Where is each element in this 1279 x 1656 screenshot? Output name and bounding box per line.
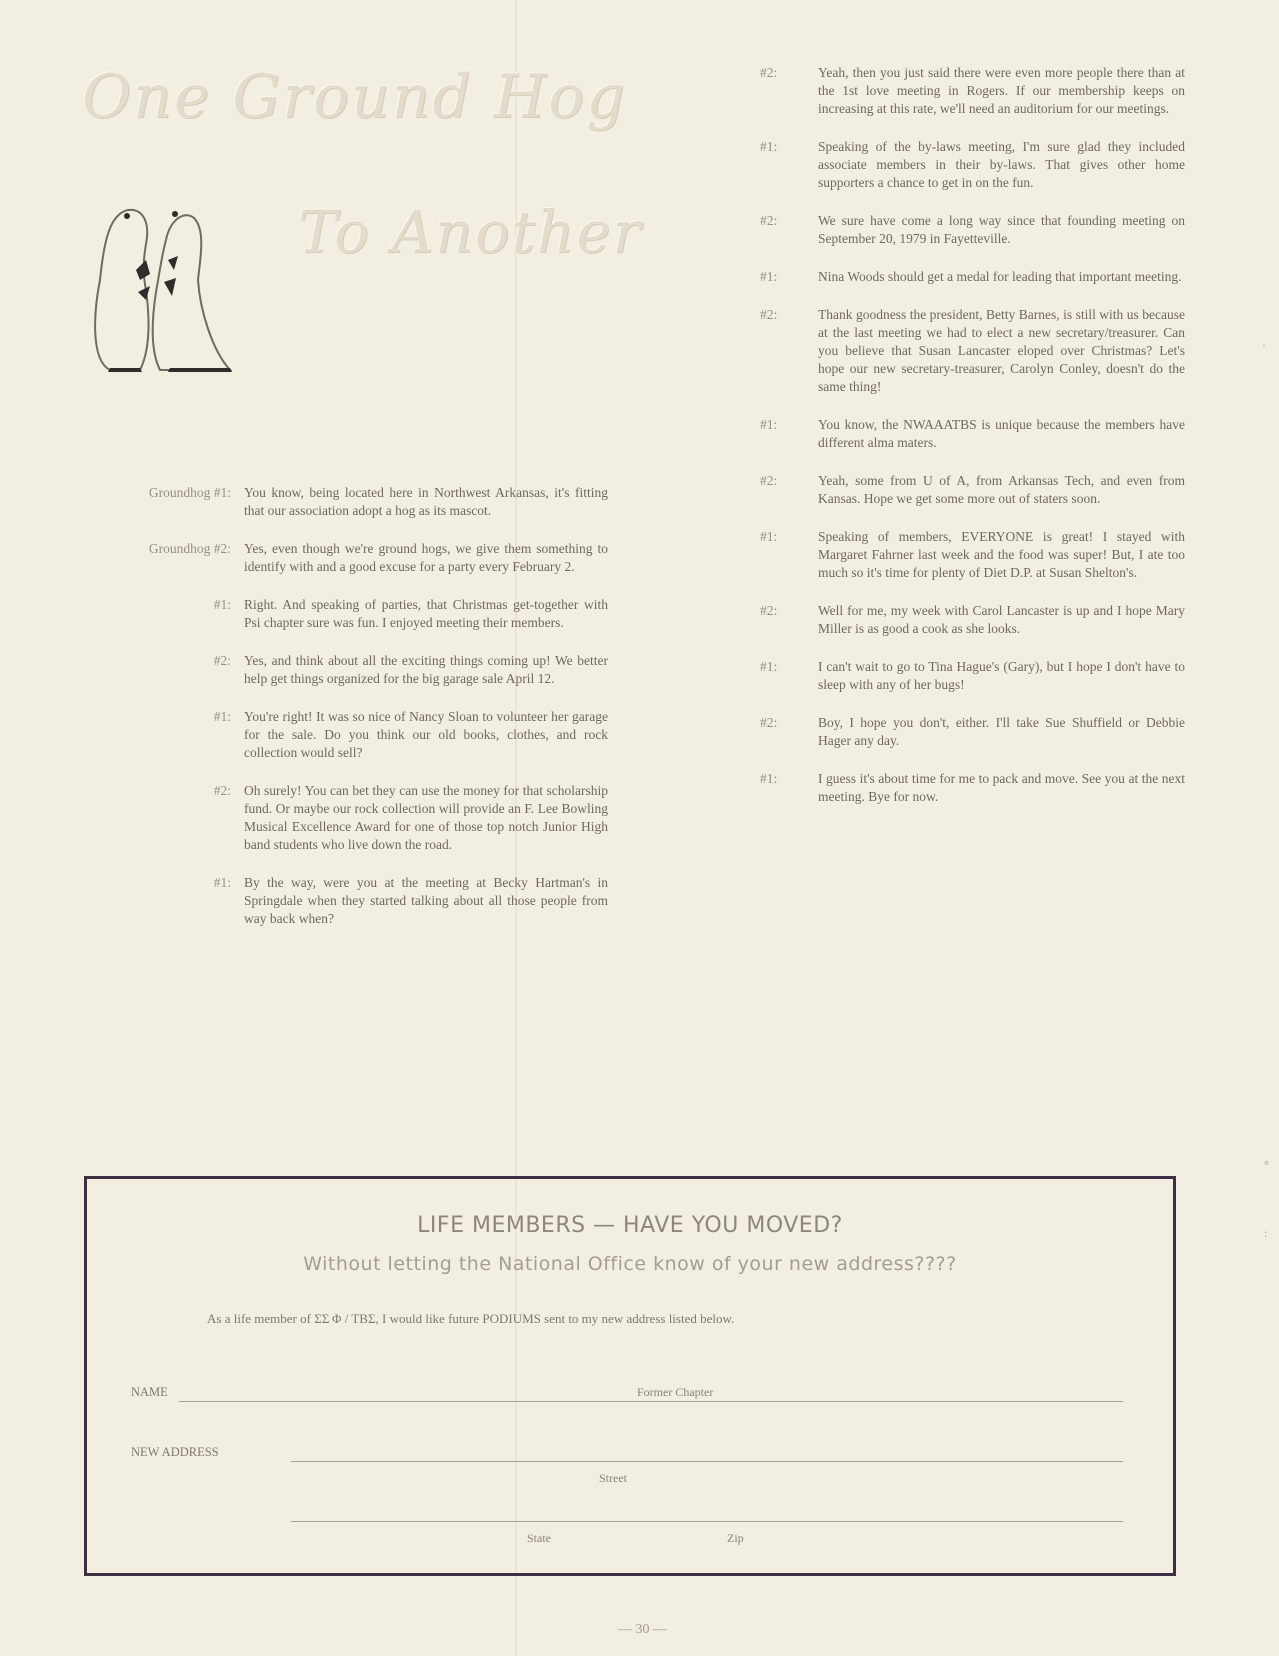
speaker-label: Groundhog #1: xyxy=(148,485,231,500)
speaker-label: #2: xyxy=(213,653,231,668)
dialogue-entry xyxy=(760,714,1185,750)
dialogue-text: By the way, were you at the meeting at Becky Hartman's in Springdale when they started talking about all those people from way back when? xyxy=(244,875,608,926)
dialogue-entry xyxy=(78,652,608,688)
edge-mark: ° xyxy=(1264,1158,1269,1172)
edge-mark: : xyxy=(1264,1226,1268,1240)
dialogue-text: We sure have come a long way since that founding meeting on September 20, 1979 in Fayetteville. xyxy=(818,213,1185,246)
dialogue-text: Yeah, some from U of A, from Arkansas Tech, and even from Kansas. Hope we get some more out of staters soon. xyxy=(818,473,1185,506)
speaker-label: #1: xyxy=(760,659,778,674)
groundhogs-illustration xyxy=(80,200,250,375)
speaker-label: #2: xyxy=(213,783,231,798)
form-intro: As a life member of ΣΣ Φ / ΤΒΣ, I would like future PODIUMS sent to my new address listed below. xyxy=(207,1311,735,1326)
right-column xyxy=(760,64,1185,826)
dialogue-entry xyxy=(760,528,1185,582)
title-line-1: One Ground Hog xyxy=(82,62,627,132)
dialogue-text: Well for me, my week with Carol Lancaster is up and I hope Mary Miller is as good a cook as she looks. xyxy=(818,603,1185,636)
street-label: Street xyxy=(599,1471,627,1485)
speaker-label: Groundhog #2: xyxy=(148,541,231,556)
speaker-label: #1: xyxy=(760,417,778,432)
dialogue-text: Yeah, then you just said there were even more people there than at the 1st love meeting in Rogers. If our membership keeps on increasing at this rate, we'll need an auditorium for our meetings. xyxy=(818,65,1185,116)
speaker-label: #1: xyxy=(213,709,231,724)
dialogue-entry xyxy=(760,306,1185,396)
dialogue-text: Thank goodness the president, Betty Barnes, is still with us because at the last meeting we had to elect a new secretary/treasurer. Can you believe that Susan Lancaster eloped over Christmas? Let's hope our new secretary-treasurer, Carolyn Conley, doesn't do the same thing! xyxy=(818,307,1185,394)
dialogue-text: Yes, and think about all the exciting things coming up! We better help get things organized for the big garage sale April 12. xyxy=(244,653,608,686)
dialogue-entry xyxy=(78,782,608,854)
speaker-label: #1: xyxy=(760,771,778,786)
speaker-label: #2: xyxy=(760,603,778,618)
form-subheading: Without letting the National Office know of your new address???? xyxy=(303,1253,957,1275)
dialogue-entry xyxy=(760,602,1185,638)
speaker-label: #2: xyxy=(760,65,778,80)
dialogue-text: You know, the NWAAATBS is unique because the members have different alma maters. xyxy=(818,417,1185,450)
speaker-label: #1: xyxy=(213,875,231,890)
left-column xyxy=(78,484,608,948)
name-label: NAME xyxy=(131,1385,168,1399)
page-number: — 30 — xyxy=(618,1622,667,1637)
speaker-label: #2: xyxy=(760,307,778,322)
dialogue-text: Speaking of the by-laws meeting, I'm sure glad they included associate members in their by-laws. That gives other home supporters a chance to get in on the fun. xyxy=(818,139,1185,190)
dialogue-text: Speaking of members, EVERYONE is great! I stayed with Margaret Fahrner last week and the food was super! But, I ate too much so it's time for plenty of Diet D.P. at Susan Shelton's. xyxy=(818,529,1185,580)
dialogue-entry xyxy=(78,540,608,576)
dialogue-entry xyxy=(760,416,1185,452)
dialogue-entry xyxy=(78,596,608,632)
form-heading: LIFE MEMBERS — HAVE YOU MOVED? xyxy=(417,1213,843,1238)
dialogue-entry xyxy=(760,64,1185,118)
dialogue-entry xyxy=(760,658,1185,694)
state-label: State xyxy=(527,1531,551,1545)
dialogue-entry xyxy=(760,212,1185,248)
dialogue-text: Oh surely! You can bet they can use the money for that scholarship fund. Or maybe our rock collection will provide an F. Lee Bowling Musical Excellence Award for one of those top notch Junior High band students who live down the road. xyxy=(244,783,608,852)
name-field[interactable] xyxy=(179,1401,1123,1402)
dialogue-entry xyxy=(78,874,608,928)
dialogue-text: I guess it's about time for me to pack and move. See you at the next meeting. Bye for now. xyxy=(818,771,1185,804)
address-change-form xyxy=(84,1176,1176,1576)
address-field[interactable] xyxy=(291,1461,1123,1462)
dialogue-text: I can't wait to go to Tina Hague's (Gary), but I hope I don't have to sleep with any of her bugs! xyxy=(818,659,1185,692)
dialogue-text: You're right! It was so nice of Nancy Sloan to volunteer her garage for the sale. Do you think our old books, clothes, and rock collection would sell? xyxy=(244,709,608,760)
speaker-label: #1: xyxy=(760,529,778,544)
edge-mark: · xyxy=(1262,338,1266,352)
dialogue-entry xyxy=(760,268,1185,286)
speaker-label: #2: xyxy=(760,213,778,228)
speaker-label: #2: xyxy=(760,715,778,730)
dialogue-entry xyxy=(78,708,608,762)
speaker-label: #2: xyxy=(760,473,778,488)
dialogue-entry xyxy=(78,484,608,520)
zip-label: Zip xyxy=(727,1531,744,1545)
speaker-label: #1: xyxy=(760,269,778,284)
former-chapter-label: Former Chapter xyxy=(637,1385,714,1399)
dialogue-text: Right. And speaking of parties, that Christmas get-together with Psi chapter sure was fun. I enjoyed meeting their members. xyxy=(244,597,608,630)
dialogue-text: Boy, I hope you don't, either. I'll take Sue Shuffield or Debbie Hager any day. xyxy=(818,715,1185,748)
dialogue-text: Nina Woods should get a medal for leading that important meeting. xyxy=(818,269,1182,284)
dialogue-entry xyxy=(760,472,1185,508)
city-state-zip-field[interactable] xyxy=(291,1521,1123,1522)
speaker-label: #1: xyxy=(760,139,778,154)
dialogue-text: You know, being located here in Northwest Arkansas, it's fitting that our association adopt a hog as its mascot. xyxy=(244,485,608,518)
dialogue-text: Yes, even though we're ground hogs, we give them something to identify with and a good excuse for a party every February 2. xyxy=(244,541,608,574)
dialogue-entry xyxy=(760,138,1185,192)
new-address-label: NEW ADDRESS xyxy=(131,1445,219,1459)
speaker-label: #1: xyxy=(213,597,231,612)
title-line-2: To Another xyxy=(298,198,643,266)
dialogue-entry xyxy=(760,770,1185,806)
